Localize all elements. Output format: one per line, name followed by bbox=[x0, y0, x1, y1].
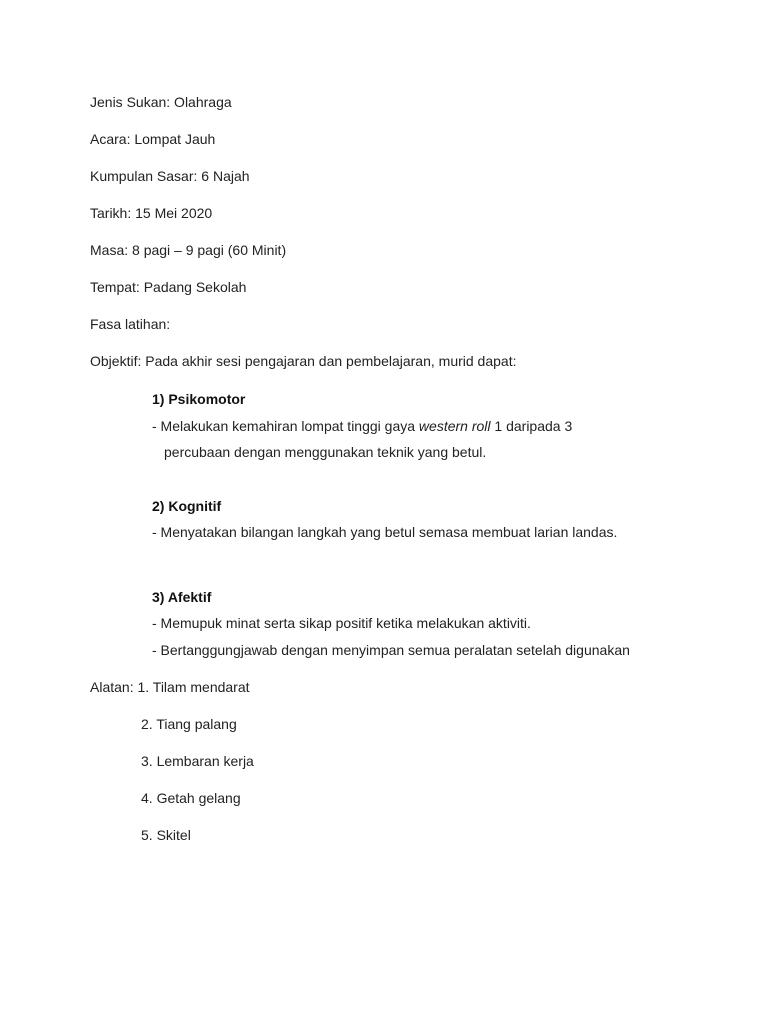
time: Masa: 8 pagi – 9 pagi (60 Minit) bbox=[90, 242, 287, 258]
afektif-heading: 3) Afektif bbox=[152, 589, 212, 605]
equipment-item: 4. Getah gelang bbox=[141, 790, 241, 806]
sport-type: Jenis Sukan: Olahraga bbox=[90, 94, 232, 110]
venue: Tempat: Padang Sekolah bbox=[90, 279, 247, 295]
kognitif-line-1: - Menyatakan bilangan langkah yang betul semasa membuat larian landas. bbox=[152, 524, 618, 540]
psikomotor-line-1-end: 1 daripada 3 bbox=[490, 418, 573, 434]
afektif-line-1: - Memupuk minat serta sikap positif ketika melakukan aktiviti. bbox=[152, 615, 531, 631]
psikomotor-line-1 bbox=[152, 417, 572, 435]
psikomotor-line-2: percubaan dengan menggunakan teknik yang betul. bbox=[164, 444, 487, 460]
equipment-label: Alatan: 1. Tilam mendarat bbox=[90, 679, 250, 695]
psikomotor-italic-term: western roll bbox=[418, 418, 491, 434]
training-phase: Fasa latihan: bbox=[90, 316, 171, 332]
psikomotor-heading: 1) Psikomotor bbox=[152, 391, 246, 407]
equipment-item: 3. Lembaran kerja bbox=[141, 753, 254, 769]
target-group: Kumpulan Sasar: 6 Najah bbox=[90, 168, 250, 184]
date: Tarikh: 15 Mei 2020 bbox=[90, 205, 213, 221]
kognitif-heading: 2) Kognitif bbox=[152, 498, 222, 514]
equipment-item: 2. Tiang palang bbox=[141, 716, 237, 732]
psikomotor-line-1-start: - Melakukan kemahiran lompat tinggi gaya bbox=[152, 418, 419, 434]
afektif-line-2: - Bertanggungjawab dengan menyimpan semua peralatan setelah digunakan bbox=[152, 642, 630, 658]
objective-intro: Objektif: Pada akhir sesi pengajaran dan pembelajaran, murid dapat: bbox=[90, 353, 517, 369]
event: Acara: Lompat Jauh bbox=[90, 131, 216, 147]
equipment-item: 5. Skitel bbox=[141, 827, 191, 843]
